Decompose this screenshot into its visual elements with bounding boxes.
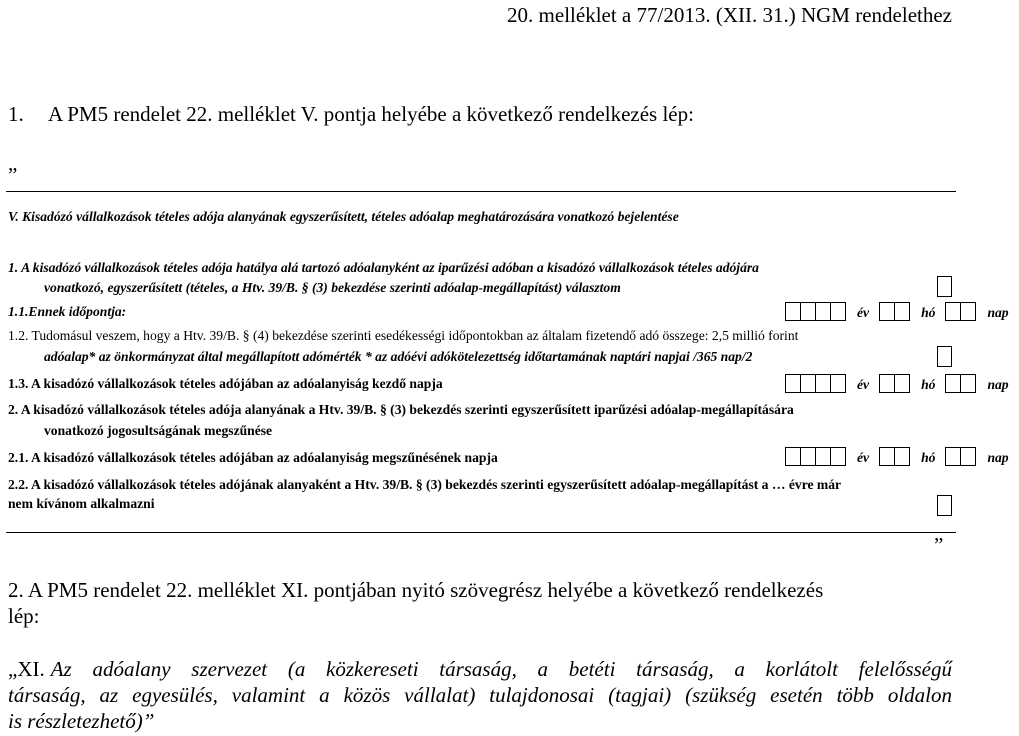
year-digit-box[interactable]: [800, 447, 816, 466]
item2-line1: 2. A kisadózó vállalkozások tételes adója alanyának a Htv. 39/B. § (3) bekezdés szerinti egyszerűsített iparűzési adóalap-megállapítására: [8, 402, 794, 417]
year-digit-box[interactable]: [815, 302, 831, 321]
day-label: nap: [987, 377, 1009, 392]
month-digit-box[interactable]: [879, 302, 895, 321]
day-digit-box[interactable]: [960, 447, 976, 466]
header-title: 20. melléklet a 77/2013. (XII. 31.) NGM rendelethez: [507, 3, 952, 27]
year-label: év: [857, 305, 870, 320]
item1-2-line1: 1.2. Tudomásul veszem, hogy a Htv. 39/B. § (4) bekezdése szerinti esedékességi időpontokban az általam fizetendő adó összege: 2,5 millió forint: [8, 328, 799, 343]
year-digit-box[interactable]: [830, 374, 846, 393]
section3-prefix: „XI.: [8, 657, 45, 681]
section2-line2: lép:: [8, 604, 40, 628]
day-label: nap: [987, 305, 1009, 320]
close-quote: ”: [934, 533, 944, 557]
section3-line3: is részletezhető)”: [8, 709, 155, 733]
item2-line2: vonatkozó jogosultságának megszűnése: [44, 423, 273, 438]
month-label: hó: [921, 377, 936, 392]
item1-2-checkbox[interactable]: [937, 346, 952, 367]
year-label: év: [857, 377, 870, 392]
year-digit-box[interactable]: [785, 302, 801, 321]
year-digit-box[interactable]: [830, 447, 846, 466]
day-digit-box[interactable]: [960, 302, 976, 321]
day-digit-box[interactable]: [945, 374, 961, 393]
item1-line1: 1. A kisadózó vállalkozások tételes adója hatálya alá tartozó adóalanyként az iparűzési adóban a kisadózó vállalkozások tételes adójára: [8, 260, 759, 275]
section1-text: A PM5 rendelet 22. melléklet V. pontja helyébe a következő rendelkezés lép:: [48, 102, 694, 126]
item1-3-label: 1.3. A kisadózó vállalkozások tételes adójában az adóalanyiság kezdő napja: [8, 376, 443, 391]
month-label: hó: [921, 450, 936, 465]
item2-2-line1: 2.2. A kisadózó vállalkozások tételes adójának alanyaként a Htv. 39/B. § (3) bekezdés szerinti egyszerűsített adóalap-megállapítást a … évre már: [8, 477, 842, 492]
year-digit-box[interactable]: [800, 302, 816, 321]
item1-1-date: [785, 302, 1019, 321]
open-quote: „: [8, 151, 18, 175]
item2-1-date: [785, 447, 1019, 466]
section2-line1: 2. A PM5 rendelet 22. melléklet XI. pontjában nyitó szövegrész helyébe a következő rendelkezés: [8, 578, 824, 602]
year-label: év: [857, 450, 870, 465]
year-digit-box[interactable]: [830, 302, 846, 321]
item2-2-checkbox[interactable]: [937, 495, 952, 516]
form-title: V. Kisadózó vállalkozások tételes adója alanyának egyszerűsített, tételes adóalap meghatározására vonatkozó bejelentése: [8, 209, 679, 224]
year-digit-box[interactable]: [815, 374, 831, 393]
year-digit-box[interactable]: [815, 447, 831, 466]
section1-number: 1.: [8, 102, 24, 126]
day-digit-box[interactable]: [960, 374, 976, 393]
day-label: nap: [987, 450, 1009, 465]
month-digit-box[interactable]: [894, 374, 910, 393]
month-digit-box[interactable]: [879, 447, 895, 466]
section3-line2: társaság, az egyesülés, valamint a közös vállalat) tulajdonosai (tagjai) (szükség esetén több oldalon: [8, 683, 952, 707]
item1-3-date: [785, 374, 1019, 393]
item2-2-line2: nem kívánom alkalmazni: [8, 496, 155, 511]
month-digit-box[interactable]: [879, 374, 895, 393]
item1-line2: vonatkozó, egyszerűsített (tételes, a Htv. 39/B. § (3) bekezdése szerinti adóalap-megállapítást) választom: [44, 280, 621, 295]
section3-line1-text: Az adóalany szervezet (a közkereseti társaság, a betéti társaság, a korlátolt felelősségű: [50, 657, 952, 681]
year-digit-box[interactable]: [800, 374, 816, 393]
item2-1-label: 2.1. A kisadózó vállalkozások tételes adójában az adóalanyiság megszűnésének napja: [8, 450, 498, 465]
section3-line1: [8, 656, 952, 682]
year-digit-box[interactable]: [785, 447, 801, 466]
month-digit-box[interactable]: [894, 447, 910, 466]
day-digit-box[interactable]: [945, 447, 961, 466]
item1-1-label: 1.1.Ennek időpontja:: [8, 304, 127, 319]
item1-2-line2: adóalap* az önkormányzat által megállapított adómérték * az adóévi adókötelezettség időtartamának naptári napjai /365 nap/2: [44, 349, 753, 364]
month-label: hó: [921, 305, 936, 320]
month-digit-box[interactable]: [894, 302, 910, 321]
year-digit-box[interactable]: [785, 374, 801, 393]
item1-checkbox[interactable]: [937, 276, 952, 297]
day-digit-box[interactable]: [945, 302, 961, 321]
